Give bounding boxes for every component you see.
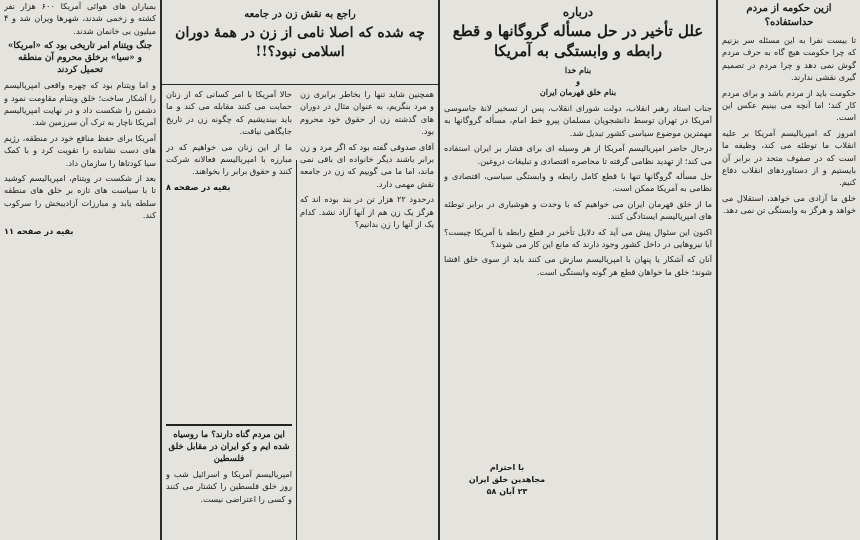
middle-article-kicker: راجع به نقش زن در جامعه <box>244 9 356 20</box>
continued-note: بقیه در صفحه ۸ <box>166 181 231 192</box>
signature-line: مجاهدین خلق ایران <box>468 475 546 484</box>
signature-date: ۲۳ آبان ۵۸ <box>486 487 528 496</box>
article-paragraph: همچنین شاید تنها را بخاطر برابری زن و مرد بنگریم، به عنوان مثال در دوران های گذشته زن از حقوق خود محروم بود. <box>300 89 434 137</box>
column-rule <box>438 0 440 540</box>
far-right-column <box>722 0 856 540</box>
middle-article-body-right <box>300 88 434 540</box>
signature-line: با احترام <box>489 463 525 472</box>
article-paragraph: حکومت باید از مردم باشد و برای مردم کار کند؛ اما آنچه می بینیم عکس این است. <box>722 87 856 123</box>
continued-note: بقیه در صفحه ۱۱ <box>4 225 74 236</box>
boxed-article-title: این مردم گناه دارند؟ ما روسیاه شده ایم و کو ایران در مقابل خلق فلسطین <box>168 430 290 464</box>
column-rule <box>296 160 297 540</box>
article-paragraph: بمباران های هوائی آمریکا ۶۰۰ هزار نفر کشته و زخمی شدند، شهرها ویران شد و ۴ میلیون بی خانمان شدند. <box>4 1 156 36</box>
article-paragraph: حل مسأله گروگانها تنها با قطع کامل رابطه و وابستگی سیاسی، اقتصادی و نظامی به آمریکا ممکن است. <box>444 171 712 194</box>
article-paragraph: آمریکا برای حفظ منافع خود در منطقه، رژیم های دست نشانده را تقویت کرد و با کمک سیا کودتاها را سازمان داد. <box>4 132 156 168</box>
middle-article-headline: چه شده که اصلا نامی از زن در همهٔ دوران اسلامی نبود؟!! <box>175 25 425 60</box>
main-article-kicker: درباره <box>562 5 594 19</box>
article-paragraph: امروز که امپریالیسم آمریکا بر علیه انقلاب ما توطئه می کند، وظیفه ما است که در صفوف متحد در برابر آن بایستیم و از دستاوردهای انقلاب دفاع کنیم. <box>722 127 856 188</box>
article-paragraph: ما از خلق قهرمان ایران می خواهیم که با وحدت و هوشیاری در برابر توطئه های امپریالیسم ایستادگی کنند. <box>444 198 712 222</box>
article-paragraph: آنان که آشکار یا پنهان با امپریالیسم سازش می کنند باید از سوی خلق افشا شوند؛ خلق ما خواهان قطع هر گونه وابستگی است. <box>444 254 712 277</box>
left-article <box>4 0 156 540</box>
headline-rule <box>162 84 438 85</box>
salutation: بنام خدا <box>564 65 592 75</box>
signature-block <box>452 462 562 498</box>
main-article-headline: علل تأخیر در حل مسأله گروگانها و قطع رابطه و وابستگی به آمریکا <box>452 22 704 60</box>
article-paragraph: ما از این زنان می خواهیم که در مبارزه با امپریالیسم فعالانه شرکت کنند و حقوق برابر را بخواهند. <box>166 141 292 177</box>
article-paragraph: تا بیست نفرا به این مسئله سر بزنیم که چرا حکومت هیچ گاه به حرف مردم گوش نمی دهد و چرا مردم در تصمیم گیری نقشی ندارند. <box>722 35 856 83</box>
salutation: و <box>576 76 580 86</box>
column-rule <box>160 0 162 540</box>
boxed-article <box>166 424 292 538</box>
article-paragraph: خلق ما آزادی می خواهد، استقلال می خواهد و هرگز به وابستگی تن نمی دهد. <box>722 192 856 216</box>
article-paragraph: درحال حاضر امپریالیسم آمریکا از هر وسیله ای برای فشار بر ایران استفاده می کند؛ از تهدید نظامی گرفته تا محاصره اقتصادی و تبلیغات دروغین. <box>444 143 712 166</box>
left-article-heading: جنگ ویتنام امر تاریخی بود که «امریکا» و «سیا» برخلق محروم آن منطقه تحمیل کردند <box>7 41 153 76</box>
main-article <box>444 0 712 540</box>
far-right-heading: ازین حکومه از مردم حداستفاده؟ <box>746 3 832 28</box>
article-paragraph: حالا آمریکا با امر کسانی که از زنان حمایت می کنند مقابله می کند و ما باید بیندیشیم که چگونه زن در تاریخ جایگاهی نیافت. <box>166 89 292 137</box>
article-paragraph: آقای صدوقی گفته بود که اگر مرد و زن برابر باشند دیگر خانواده ای باقی نمی ماند، اما ما می گوییم که زن در جامعه نقش مهمی دارد. <box>300 141 434 189</box>
article-paragraph: و اما ویتنام بود که چهره واقعی امپریالیسم را آشکار ساخت؛ خلق ویتنام مقاومت نمود و دشمن را شکست داد و در نهایت امپریالیسم آمریکا ناچار به ترک آن سرزمین شد. <box>4 80 156 128</box>
article-paragraph: امپریالیسم آمریکا و اسرائیل شب و روز خلق فلسطین را کشتار می کنند و کسی را اعتراضی نیست. <box>166 469 292 504</box>
article-paragraph: اکنون این سئوال پیش می آید که دلایل تأخیر در قطع رابطه با آمریکا چیست؟ آیا نیروهایی در داخل کشور وجود دارند که مانع این کار می شوند؟ <box>444 226 712 250</box>
middle-article-body-left <box>166 88 292 418</box>
salutation: بنام خلق قهرمان ایران <box>539 87 617 97</box>
article-paragraph: درحدود ۲۲ هزار تن در بند بوده اند که هرگز یک زن هم از آنها آزاد نشد. کدام یک از آنها را زن بدانیم؟ <box>300 194 434 230</box>
column-rule <box>716 0 718 540</box>
article-paragraph: بعد از شکست در ویتنام، امپریالیسم کوشید تا با سیاست های تازه بر خلق های منطقه سلطه یابد و مبارزات آزادیبخش را سرکوب کند. <box>4 173 156 221</box>
article-paragraph: جناب استاد رهبر انقلاب، دولت شورای انقلاب، پس از تسخیر لانهٔ جاسوسی آمریکا در تهران توسط دانشجویان مسلمان پیرو خط امام، مسأله گروگانها به مهمترین موضوع سیاسی کشور تبدیل شد. <box>444 103 712 138</box>
middle-article-header <box>166 0 434 84</box>
